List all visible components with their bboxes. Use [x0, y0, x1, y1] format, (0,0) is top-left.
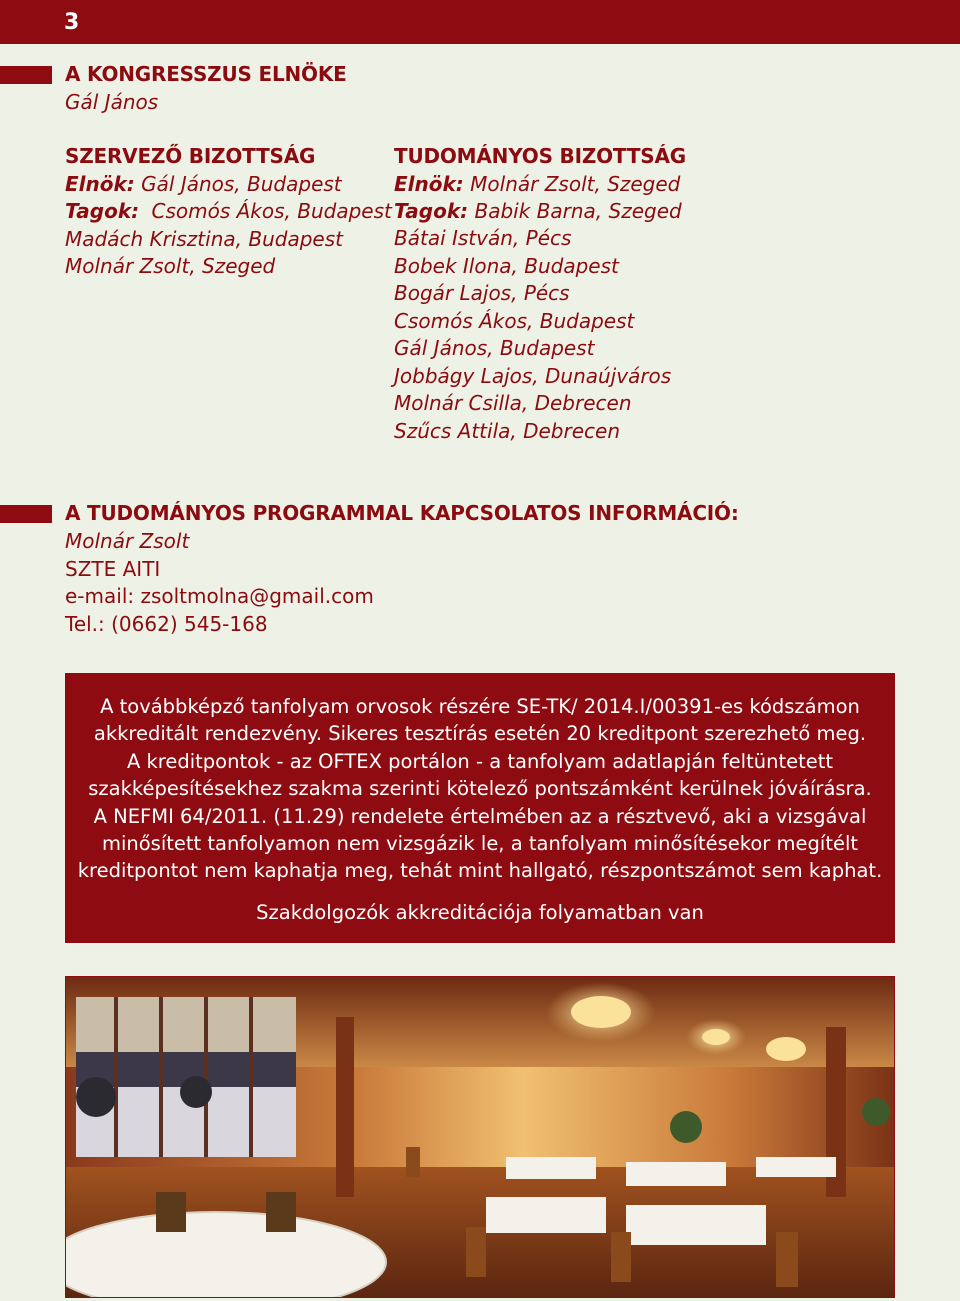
member-name: Molnár Csilla, Debrecen	[394, 391, 632, 415]
accreditation-line: akkreditált rendezvény. Sikeres tesztírás esetén 20 kreditpont szerezhető meg.	[93, 722, 867, 746]
accreditation-line: A továbbképző tanfolyam orvosok részére SE-TK/ 2014.I/00391-es kódszámon	[100, 695, 860, 718]
member-name: Jobbágy Lajos, Dunaújváros	[394, 363, 672, 388]
member-name: Gál János, Budapest	[394, 336, 595, 360]
members-label: Tagok:	[65, 199, 140, 223]
president-heading: A KONGRESSZUS ELNÖKE	[65, 62, 347, 86]
accreditation-note: Szakdolgozók akkreditációja folyamatban van	[256, 901, 704, 924]
accreditation-line: szakképesítésekhez szakma szerinti kötelező pontszámként kerülnek jóváírásra.	[88, 777, 872, 801]
contact-email[interactable]: e-mail: zsoltmolna@gmail.com	[65, 584, 374, 608]
section-marker	[0, 66, 52, 84]
restaurant-photo	[65, 976, 895, 1298]
member-name: Molnár Zsolt, Szeged	[65, 254, 276, 278]
member-name: Bobek Ilona, Budapest	[394, 253, 619, 278]
accreditation-line: minősített tanfolyamon nem vizsgázik le, a tanfolyam minősítésekor megítélt	[101, 832, 859, 856]
accreditation-text	[65, 693, 895, 885]
members-label: Tagok:	[394, 199, 469, 223]
chair-value: Gál János, Budapest	[141, 172, 342, 196]
chair-label: Elnök:	[65, 172, 135, 196]
scientific-members-first	[394, 199, 682, 223]
accreditation-line: A NEFMI 64/2011. (11.29) rendelete értelmében az a résztvevő, aki a vizsgával	[93, 804, 867, 828]
accreditation-line: kreditpontot nem kaphatja meg, tehát mint hallgató, részpontszámot sem kaphat.	[77, 859, 883, 883]
contact-phone: Tel.: (0662) 545-168	[65, 612, 268, 636]
chair-label: Elnök:	[394, 172, 464, 196]
member-name: Csomós Ákos, Budapest	[151, 199, 392, 223]
accreditation-box	[65, 673, 895, 943]
member-name: Bogár Lajos, Pécs	[394, 281, 570, 305]
member-name: Szűcs Attila, Debrecen	[394, 418, 620, 443]
contact-institution: SZTE AITI	[65, 557, 161, 581]
scientific-chair	[394, 172, 680, 196]
president-name: Gál János	[65, 90, 159, 114]
restaurant-photo-image	[66, 977, 895, 1298]
section-marker	[0, 505, 52, 523]
organizing-members-first	[65, 199, 392, 223]
scientific-committee-heading: TUDOMÁNYOS BIZOTTSÁG	[394, 144, 686, 168]
member-name: Csomós Ákos, Budapest	[394, 308, 635, 333]
organizing-committee-heading: SZERVEZŐ BIZOTTSÁG	[65, 144, 316, 168]
contact-name: Molnár Zsolt	[65, 529, 190, 553]
member-name: Bátai István, Pécs	[394, 226, 572, 250]
chair-value: Molnár Zsolt, Szeged	[470, 172, 681, 196]
member-name: Madách Krisztina, Budapest	[65, 227, 343, 251]
top-bar	[0, 0, 960, 44]
member-name: Babik Barna, Szeged	[474, 199, 682, 223]
organizing-chair	[65, 172, 342, 196]
scientific-members-list	[394, 225, 671, 445]
accreditation-line: A kreditpontok - az OFTEX portálon - a tanfolyam adatlapján feltüntetett	[126, 749, 834, 773]
page-number: 3	[64, 10, 80, 35]
contact-heading: A TUDOMÁNYOS PROGRAMMAL KAPCSOLATOS INFORMÁCIÓ:	[65, 501, 739, 525]
